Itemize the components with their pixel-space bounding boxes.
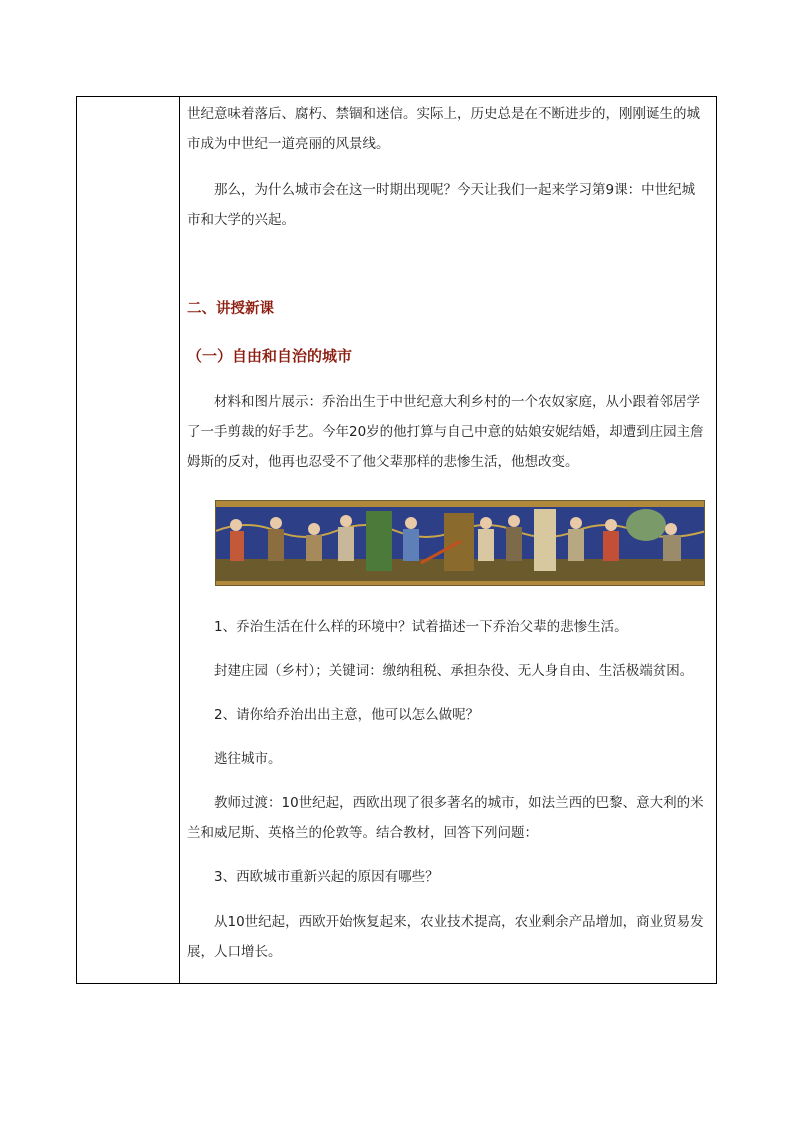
paragraph-material: 材料和图片展示：乔治出生于中世纪意大利乡村的一个农奴家庭，从小跟着邻居学了一手剪裁的好手艺。今年20岁的他打算与自己中意的姑娘安妮结婚，却遭到庄园主詹姆斯的反对，他再也忍受不了他父辈那样的悲惨生活，他想改变。 bbox=[187, 394, 704, 470]
lesson-table bbox=[76, 96, 717, 984]
question-3: 3、西欧城市重新兴起的原因有哪些？ bbox=[214, 869, 439, 885]
question-2: 2、请你给乔治出出主意，他可以怎么做呢？ bbox=[214, 707, 480, 723]
paragraph-medieval-view: 世纪意味着落后、腐朽、禁锢和迷信。实际上，历史总是在不断进步的，刚刚诞生的城市成为中世纪一道亮丽的风景线。 bbox=[187, 106, 700, 152]
section-heading: 二、讲授新课 bbox=[187, 301, 274, 317]
answer-1: 封建庄园（乡村）；关键词：缴纳租税、承担杂役、无人身自由、生活极端贫困。 bbox=[214, 663, 694, 679]
answer-2: 逃往城市。 bbox=[214, 751, 282, 767]
column-divider bbox=[179, 97, 180, 983]
teacher-transition: 教师过渡：10世纪起，西欧出现了很多著名的城市，如法兰西的巴黎、意大利的米兰和威尼斯、英格兰的伦敦等。结合教材，回答下列问题： bbox=[187, 795, 704, 841]
medieval-illustration bbox=[215, 500, 705, 586]
paragraph-question-intro: 那么，为什么城市会在这一时期出现呢？今天让我们一起来学习第9课：中世纪城市和大学的兴起。 bbox=[187, 182, 696, 228]
subsection-heading: （一）自由和自治的城市 bbox=[187, 347, 353, 365]
answer-3: 从10世纪起，西欧开始恢复起来，农业技术提高，农业剩余产品增加，商业贸易发展，人口增长。 bbox=[187, 914, 704, 960]
question-1: 1、乔治生活在什么样的环境中？试着描述一下乔治父辈的悲惨生活。 bbox=[214, 619, 628, 635]
